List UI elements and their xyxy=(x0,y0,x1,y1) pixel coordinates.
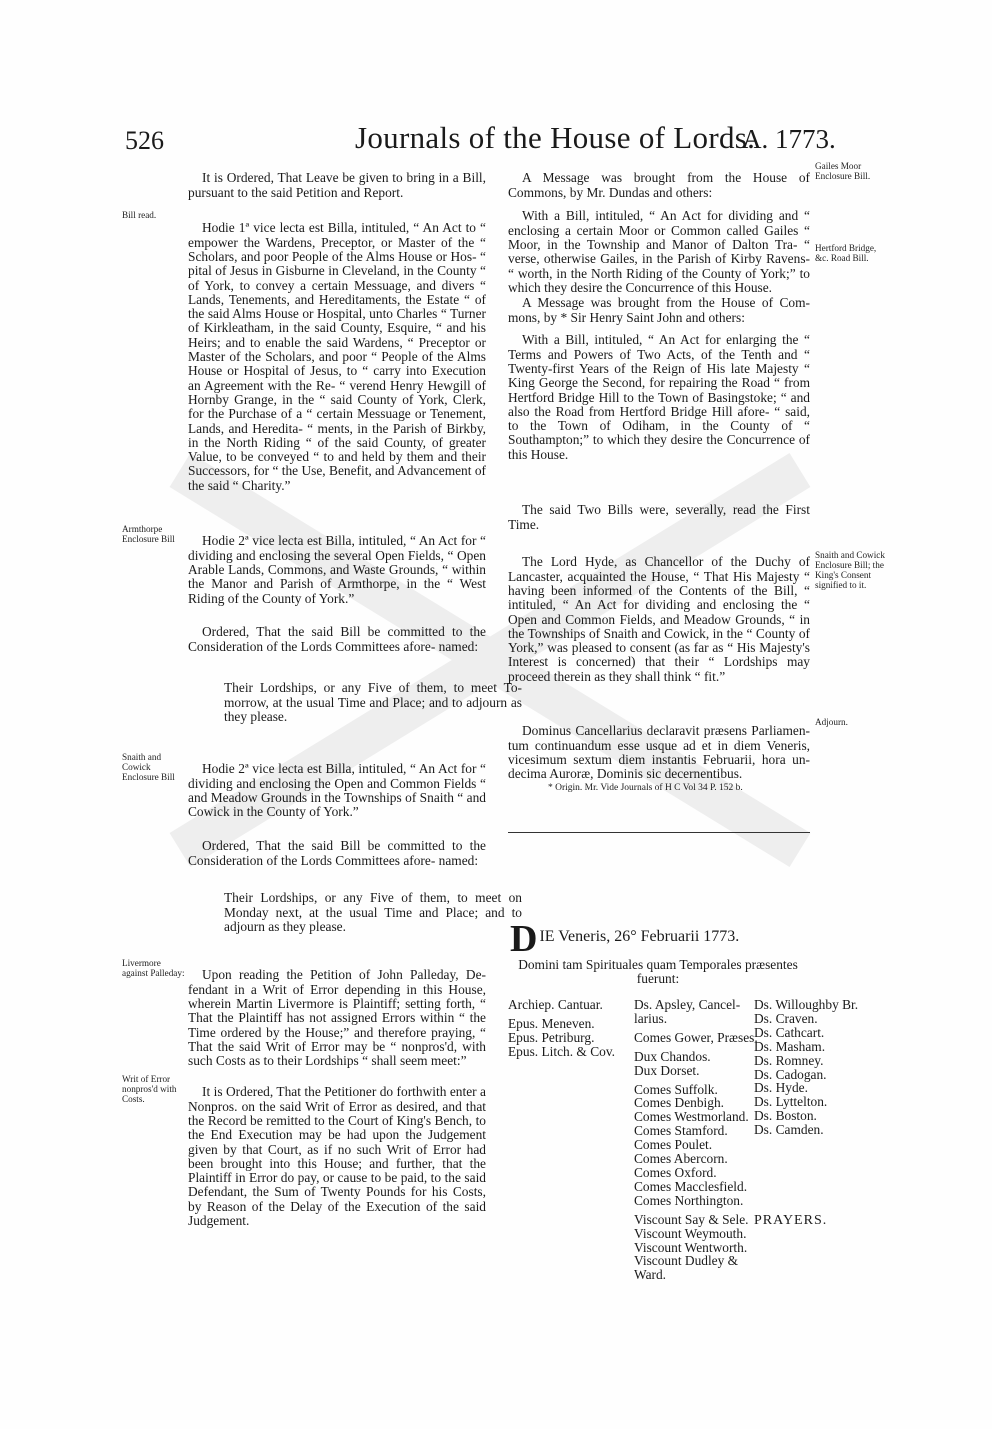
lords-list-barons xyxy=(754,998,864,1137)
lord-name: Ds. Masham. xyxy=(754,1038,826,1054)
lord-name: Ds. Hyde. xyxy=(754,1080,808,1096)
lord-name: Epus. Petriburg. xyxy=(508,1029,595,1045)
lords-list-temporal xyxy=(634,997,758,1283)
lord-name: Dux Dorset. xyxy=(634,1062,700,1078)
lord-name: Viscount Dudley & xyxy=(634,1253,739,1269)
lord-name: Ds. Willoughby Br. xyxy=(754,997,859,1012)
margin-note: Armthorpe Enclosure Bill xyxy=(122,524,175,544)
lord-name: Ds. Boston. xyxy=(754,1108,817,1124)
lord-name: Comes Gower, Præses. xyxy=(634,1029,758,1045)
paragraph: Hodie 2ª vice lecta est Billa, intituled, “ An Act for “ dividing and enclosing the Open and Common Fields “ and Meadow Grounds in the Townships of Snaith “ and Cowick in the County of York.” xyxy=(188,761,486,820)
lord-name: Ward. xyxy=(634,1267,667,1283)
sitting-date-text: IE Veneris, 26° Februarii 1773. xyxy=(539,928,740,945)
lords-list-spiritual xyxy=(508,998,628,1059)
margin-note: Hertford Bridge, &c. Road Bill. xyxy=(815,243,877,263)
paragraph: The Lord Hyde, as Chancellor of the Duchy of Lancaster, acquainted the House, “ That His Majesty “ having been informed of the Contents of the Bill, “ intituled, “ An Act for dividing and enclosing the “ Open and Common Fields, and Meadow Grounds, “ in the Townships of Snaith and Cowick, in the “ County of York,” was pleased to consent (as far as “ His Majesty's Interest is concerned) that their “ Lordships may proceed therein as they shall think “ fit.” xyxy=(508,554,810,684)
lord-name: Comes Oxford. xyxy=(634,1164,717,1180)
lord-name: Comes Northington. xyxy=(634,1192,744,1208)
lord-name: larius. xyxy=(634,1010,668,1026)
margin-note: Livermore against Palleday: xyxy=(122,958,185,978)
lord-name: Comes Stamford. xyxy=(634,1123,728,1139)
margin-note: Writ of Error nonpros'd with Costs. xyxy=(122,1074,177,1104)
sitting-date xyxy=(510,918,830,960)
lord-name: Epus. Meneven. xyxy=(508,1015,595,1031)
lord-name: Comes Poulet. xyxy=(634,1137,713,1153)
page-title: Journals of the House of Lords. xyxy=(355,120,756,155)
paragraph: Hodie 2ª vice lecta est Billa, intituled, “ An Act for “ dividing and enclosing the several Open Fields, “ Open Arable Lands, Commons, and Waste Grounds, “ within the Manor and Parish of Armthorpe, in the “ West Riding of the County of York.” xyxy=(188,533,486,606)
lord-name: Ds. Apsley, Cancel- xyxy=(634,997,741,1012)
margin-note: Adjourn. xyxy=(815,717,848,727)
lord-name: Ds. Cadogan. xyxy=(754,1066,827,1082)
paragraph: Ordered, That the said Bill be committed to the Consideration of the Lords Committees afore- named: xyxy=(188,624,486,654)
lord-name: Viscount Weymouth. xyxy=(634,1225,747,1241)
lord-name: Ds. Camden. xyxy=(754,1122,824,1138)
paragraph: Upon reading the Petition of John Palleday, De- fendant in a Writ of Error depending in this House, wherein Martin Livermore is Plaintiff; setting forth, “ That the Plaintiff has not assigned Errors within “ the Time ordered by the House;” and therefore praying, “ That the said Writ of Error may be “ nonpros'd, with such Costs as to their Lordships “ shall seem meet:” xyxy=(188,967,486,1069)
paragraph: With a Bill, intituled, “ An Act for enlarging the “ Terms and Powers of Two Acts, of the Tenth and “ Twenty-first Years of the Reign of His late Majesty “ King George the Second, for repairing the Road “ from Hertford Bridge Hill to the Town of Basingstoke; “ and also the Road from Hertford Bridge Hill afore- “ said, to the Town of Odiham, in the County of “ Southampton;” to which they desire the Concurrence of this House. xyxy=(508,332,810,462)
margin-note: Gailes Moor Enclosure Bill. xyxy=(815,161,871,181)
drop-cap: D xyxy=(510,918,538,960)
lord-name: Ds. Craven. xyxy=(754,1010,818,1026)
paragraph: Ordered, That the said Bill be committed to the Consideration of the Lords Committees afore- named: xyxy=(188,838,486,868)
paragraph: A Message was brought from the House of Commons, by Mr. Dundas and others: xyxy=(508,170,810,200)
lord-name: Archiep. Cantuar. xyxy=(508,997,603,1012)
paragraph: It is Ordered, That the Petitioner do forthwith enter a Nonpros. on the said Writ of Error as desired, and that the Record be remitted to the Court of King's Bench, to the End Execution may be had upon the Judgement given by that Court, as if no such Writ of Error had been brought into this House; and further, that the Plaintiff in Error do pay, or cause to be paid, to the said Defendant, the Sum of Twenty Pounds for his Costs, by Reason of the Delay of the Execution of the said Judgement. xyxy=(188,1084,486,1229)
lord-name: Ds. Lyttelton. xyxy=(754,1094,828,1110)
paragraph: Dominus Cancellarius declaravit præsens Parliamen- tum continuandum esse usque ad et in diem Veneris, vicesimum sextum diem instantis Februarii, hora un- decima Auroræ, Dominis sic decernentibus. xyxy=(508,723,810,782)
lord-name: Comes Abercorn. xyxy=(634,1151,728,1167)
lord-name: Viscount Wentworth. xyxy=(634,1239,748,1255)
margin-note: Snaith and Cowick Enclosure Bill; the King's Consent signified to it. xyxy=(815,550,885,590)
lord-name: Ds. Cathcart. xyxy=(754,1024,825,1040)
lord-name: Ds. Romney. xyxy=(754,1052,824,1068)
paragraph: A Message was brought from the House of Com- mons, by * Sir Henry Saint John and others: xyxy=(508,295,810,325)
paragraph: Their Lordships, or any Five of them, to meet To-morrow, at the usual Time and Place; and to adjourn as they please. xyxy=(224,680,522,724)
paragraph: With a Bill, intituled, “ An Act for dividing and “ enclosing a certain Moor or Common called Gailes “ Moor, in the Township and Manor of Dalton Tra- “ verse, otherwise Gailes, in the Parish of Kirby Ravens- “ worth, in the North Riding of the County of York;” to which they desire the Concurrence of this House. xyxy=(508,208,810,295)
closing-word: PRAYERS. xyxy=(754,1213,828,1228)
lord-name: Comes Macclesfield. xyxy=(634,1178,748,1194)
lord-name: Comes Suffolk. xyxy=(634,1081,718,1097)
page-year: A. 1773. xyxy=(742,124,836,154)
attendance-heading: Domini tam Spirituales quam Temporales præsentes fuerunt: xyxy=(518,957,798,986)
paragraph: The said Two Bills were, severally, read the First Time. xyxy=(508,502,810,532)
paragraph: It is Ordered, That Leave be given to bring in a Bill, pursuant to the said Petition and Report. xyxy=(188,170,486,200)
lord-name: Viscount Say & Sele. xyxy=(634,1211,749,1227)
lord-name: Comes Westmorland. xyxy=(634,1109,749,1125)
margin-note: Snaith and Cowick Enclosure Bill xyxy=(122,752,175,782)
footnote: * Origin. Mr. Vide Journals of H C Vol 34 P. 152 b. xyxy=(548,782,743,793)
paragraph: Hodie 1ª vice lecta est Billa, intituled, “ An Act to “ empower the Wardens, Preceptor, or Master of the “ Scholars, and poor People of the Alms House or Hos- “ pital of Jesus in Gisburne in Cleveland, in the County “ of York, to convey a certain Messuage, and divers “ Lands, Tenements, and Hereditaments, the Estate “ of the said Alms House or Hospital, unto Charles “ Turner of Kirkleatham, in the said County, Esquire, “ and his Heirs; and to enable the said Wardens, “ Preceptor or Master of the Scholars, and poor “ People of the Alms House or Hospital of Jesus, to “ carry into Execution an Agreement with the Re- “ verend Henry Hewgill of Hornby Grange, in the “ said County of York, Clerk, for the Purchase of a “ certain Messuage or Tenement, Lands, and Heredita- “ ments, in the Parish of Birkby, in the North Riding “ of the said County, of greater Value, to be conveyed “ to and held by them and their Successors, for “ the Use, Benefit, and Advancement of the said “ Charity.” xyxy=(188,220,486,493)
lord-name: Epus. Litch. & Cov. xyxy=(508,1043,615,1059)
page-number: 526 xyxy=(125,126,164,155)
margin-note: Bill read. xyxy=(122,210,157,220)
section-divider xyxy=(508,832,810,833)
lord-name: Dux Chandos. xyxy=(634,1048,711,1064)
lord-name: Comes Denbigh. xyxy=(634,1095,725,1111)
paragraph: Their Lordships, or any Five of them, to meet on Monday next, at the usual Time and Place; and to adjourn as they please. xyxy=(224,890,522,934)
